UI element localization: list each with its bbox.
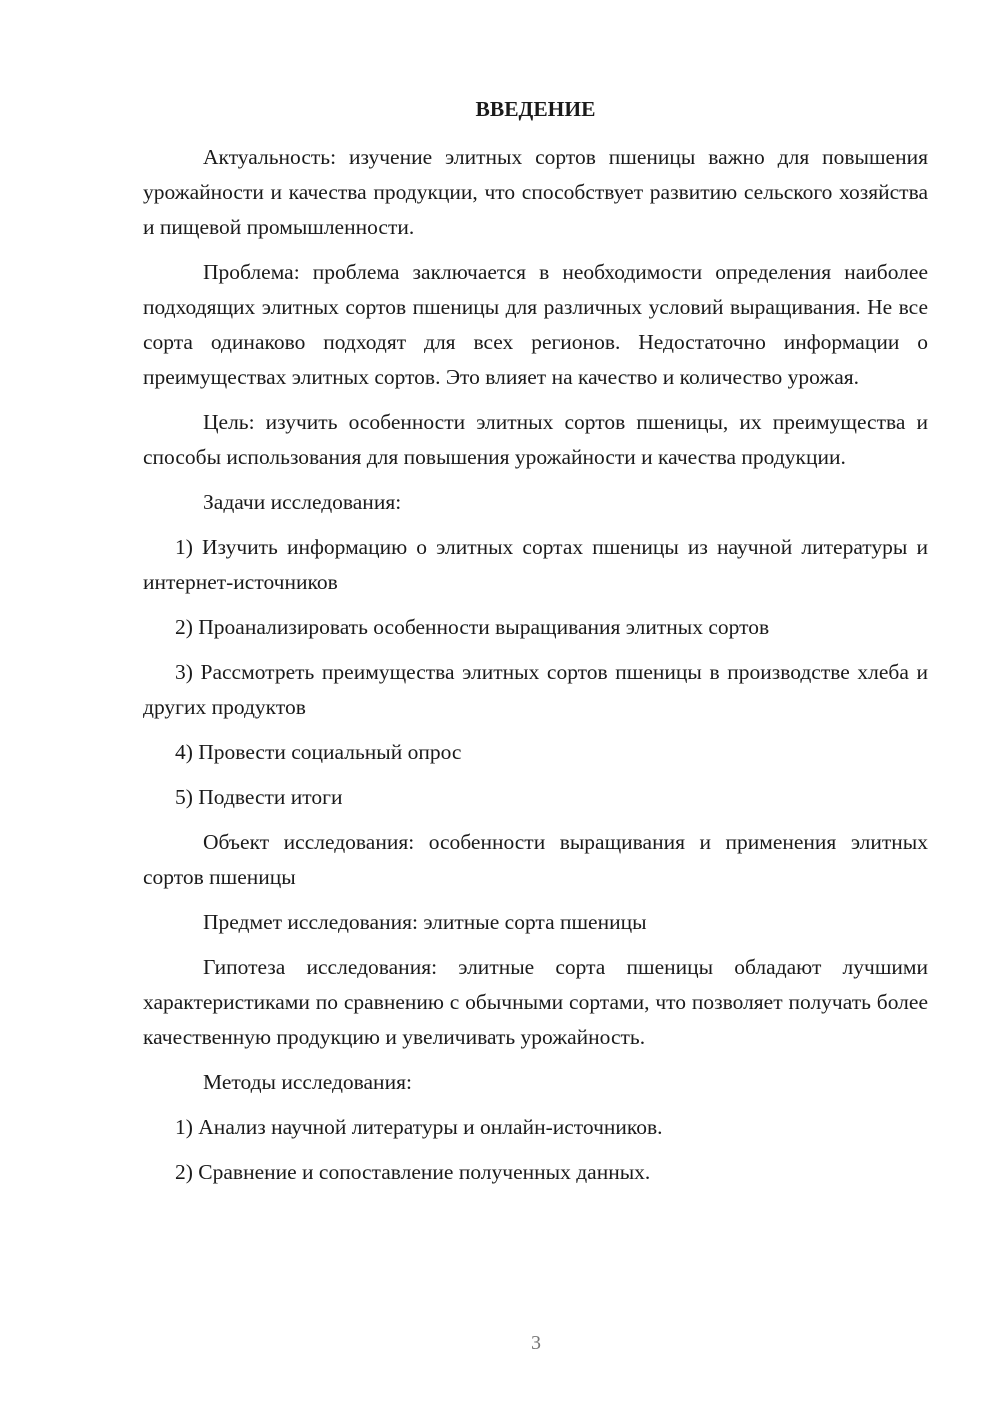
- document-page: [143, 92, 928, 1200]
- paragraph-goal: Цель: изучить особенности элитных сортов пшеницы, их преимущества и способы использования для повышения урожайности и качества продукции.: [143, 410, 928, 469]
- paragraph-relevance: Актуальность: изучение элитных сортов пшеницы важно для повышения урожайности и качества продукции, что способствует развитию сельского хозяйства и пищевой промышленности.: [143, 145, 928, 239]
- task-item-3: 3) Рассмотреть преимущества элитных сортов пшеницы в производстве хлеба и других продуктов: [143, 660, 928, 719]
- paragraph-object: Объект исследования: особенности выращивания и применения элитных сортов пшеницы: [143, 830, 928, 889]
- task-item-5: 5) Подвести итоги: [175, 785, 343, 809]
- paragraph-methods-heading: Методы исследования:: [203, 1070, 412, 1094]
- paragraph-hypothesis: Гипотеза исследования: элитные сорта пшеницы обладают лучшими характеристиками по сравнению с обычными сортами, что позволяет получать более качественную продукцию и увеличивать урожайность.: [143, 955, 928, 1049]
- paragraph-tasks-heading: Задачи исследования:: [203, 490, 402, 514]
- task-item-1: 1) Изучить информацию о элитных сортах пшеницы из научной литературы и интернет-источников: [143, 535, 928, 594]
- paragraph-problem: Проблема: проблема заключается в необходимости определения наиболее подходящих элитных сортов пшеницы для различных условий выращивания. Не все сорта одинаково подходят для всех регионов. Недостаточно информации о преимуществах элитных сортов. Это влияет на качество и количество урожая.: [143, 260, 928, 389]
- paragraph-subject: Предмет исследования: элитные сорта пшеницы: [203, 910, 647, 934]
- page-number: 3: [531, 1332, 541, 1354]
- method-item-2: 2) Сравнение и сопоставление полученных данных.: [175, 1160, 651, 1184]
- method-item-1: 1) Анализ научной литературы и онлайн-источников.: [175, 1115, 663, 1139]
- task-item-2: 2) Проанализировать особенности выращивания элитных сортов: [175, 615, 770, 639]
- task-item-4: 4) Провести социальный опрос: [175, 740, 462, 764]
- page-title: ВВЕДЕНИЕ: [475, 97, 596, 121]
